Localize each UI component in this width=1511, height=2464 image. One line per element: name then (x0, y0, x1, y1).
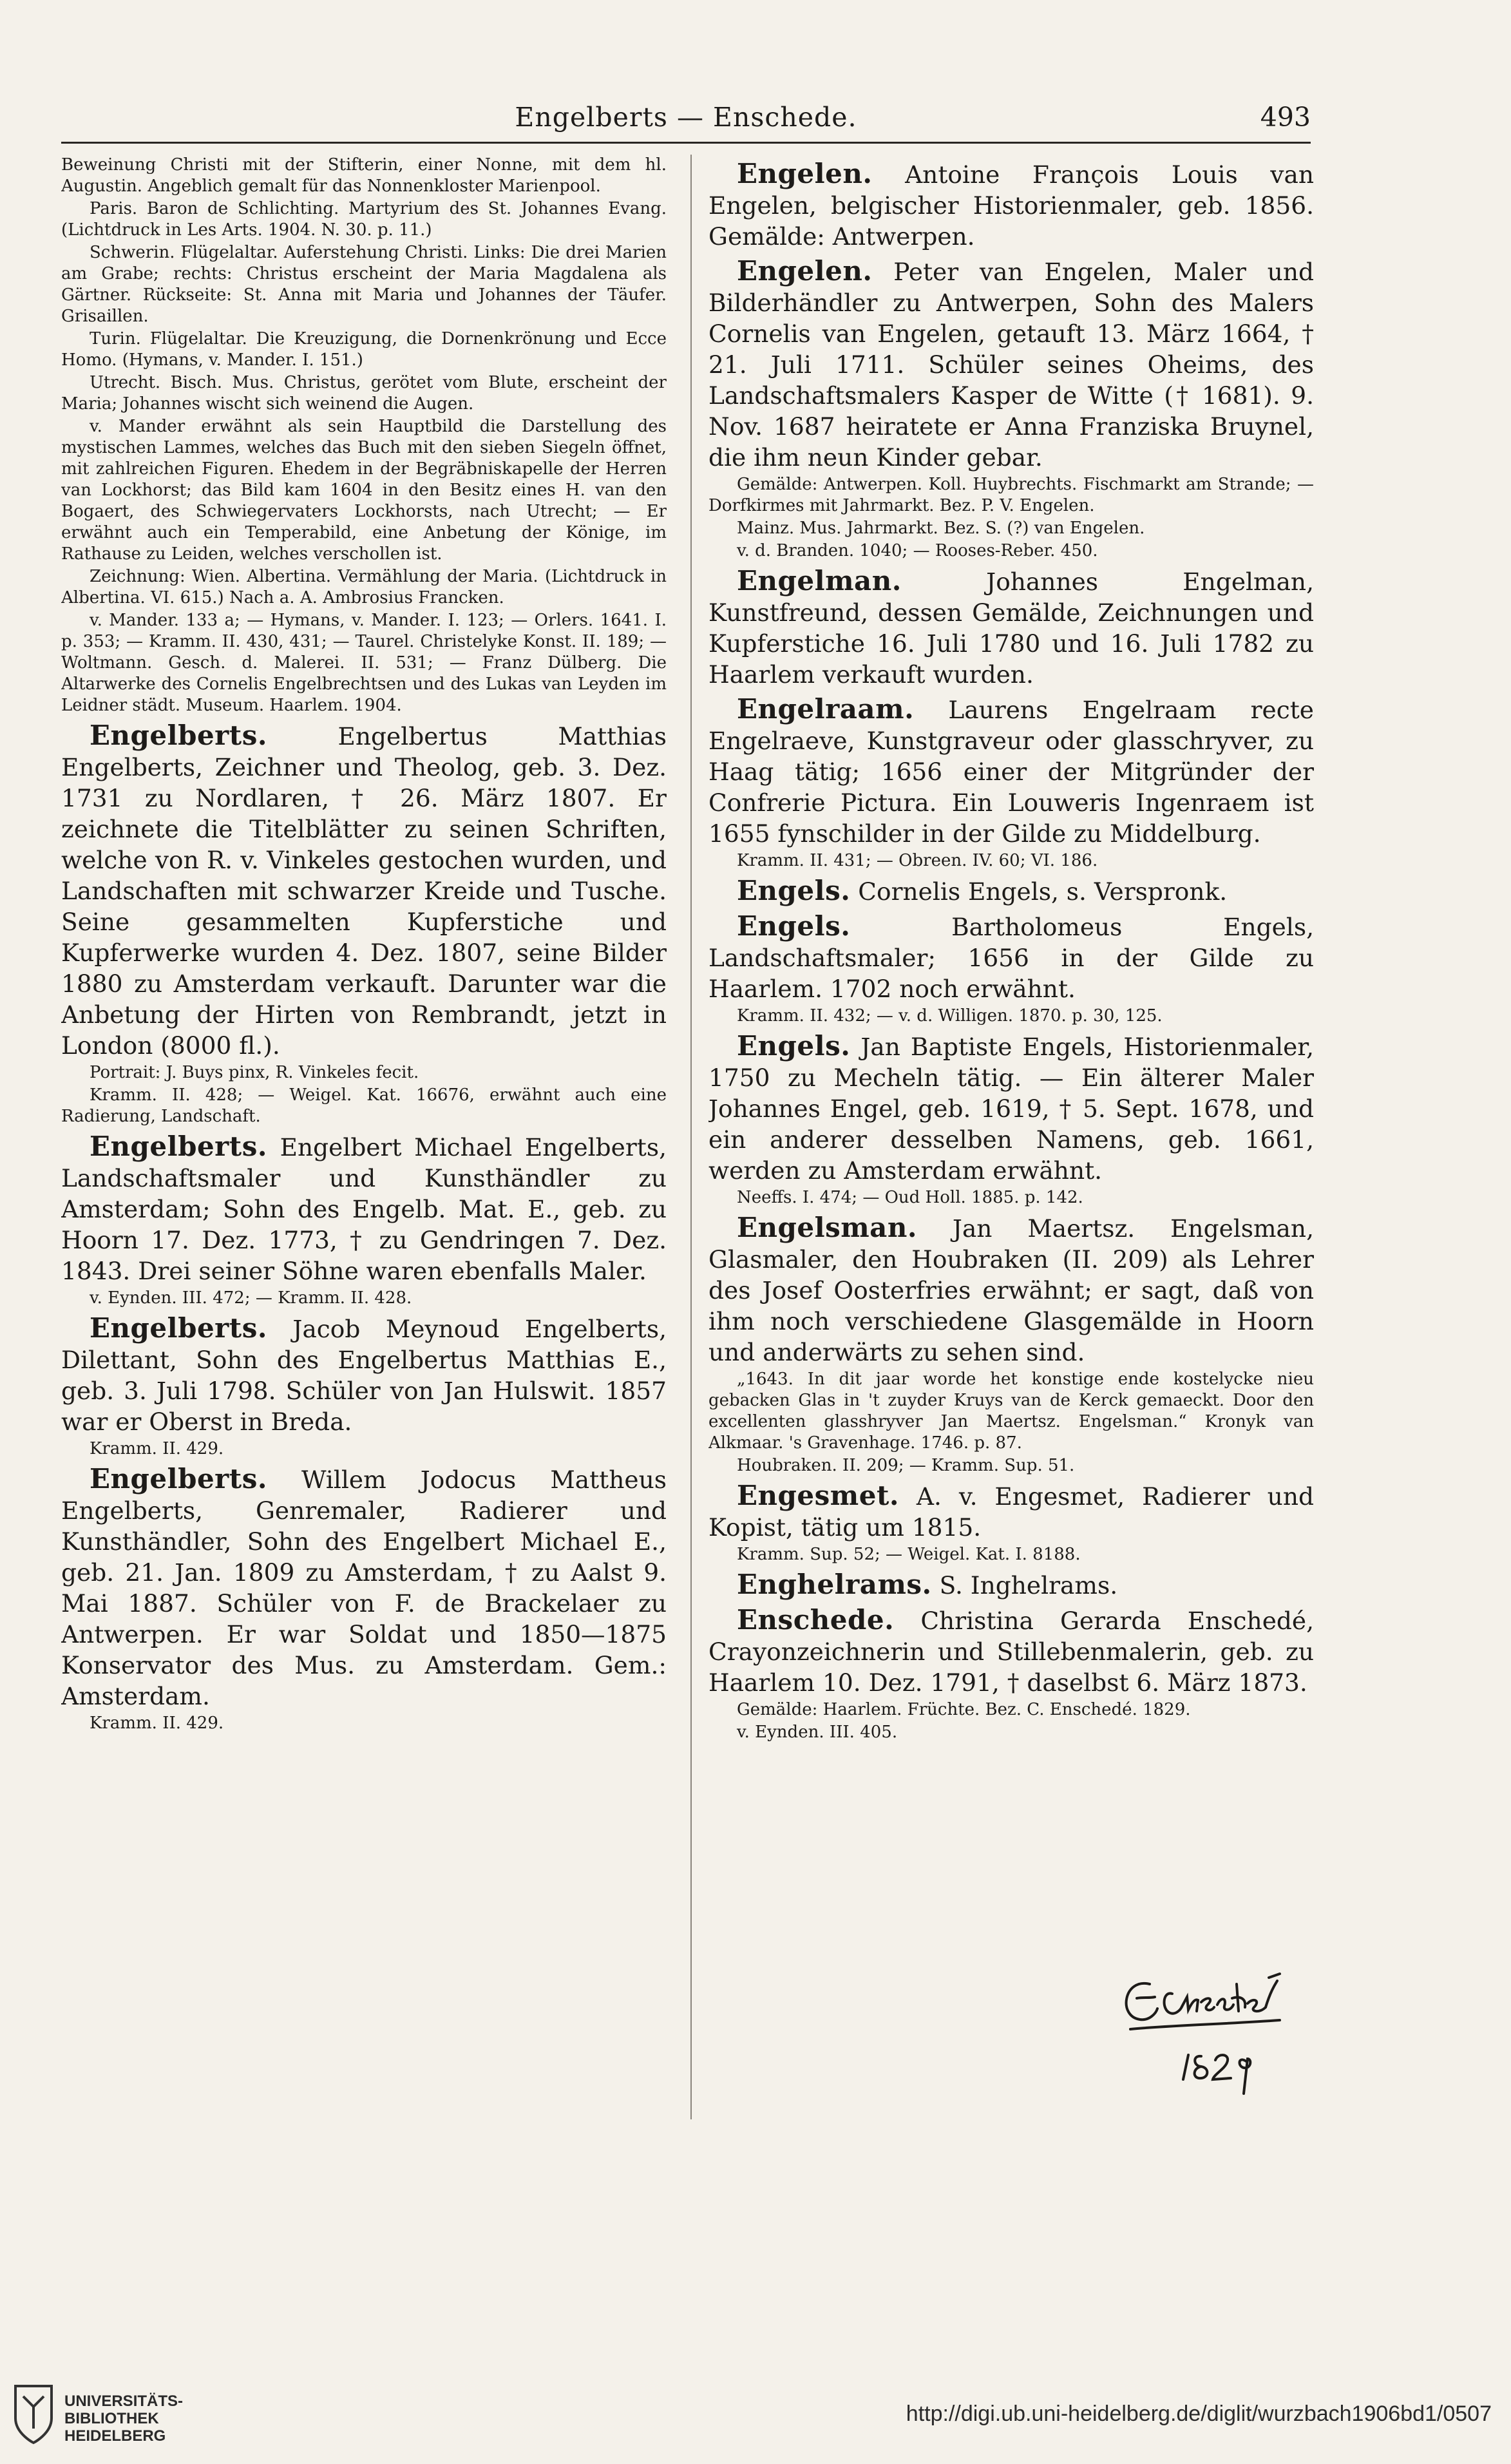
text-entry: Kramm. II. 431; — Obreen. IV. 60; VI. 186. (737, 851, 1098, 870)
text-entry: Portrait: J. Buys pinx, R. Vinkeles fecit. (90, 1063, 419, 1082)
text-entry: Kramm. II. 429. (90, 1714, 224, 1733)
text-entry: Engelraam. Laurens Engelraam recte Engelraeve, Kunstgraveur oder glasschryver, zu Haag tätig; 1656 einer der Mitgründer der Confrerie Pictura. Ein Louweris Ingenraem ist 1655 fynschilder in der Gilde zu Middelburg. (708, 693, 1314, 848)
text-entry: Engelberts. Willem Jodocus Mattheus Engelberts, Genremaler, Radierer und Kunsthändler, Sohn des Engelbert Michael E., geb. 21. Jan. 1809 zu Amsterdam, † zu Aalst 9. Mai 1887. Schüler von F. de Brackelaer zu Antwerpen. Er war Soldat und 1850—1875 Konservator des Mus. zu Amsterdam. Gem.: Amsterdam. (61, 1463, 667, 1710)
text-entry: Zeichnung: Wien. Albertina. Vermählung der Maria. (Lichtdruck in Albertina. VI. 615.) Nach a. A. Ambrosius Francken. (61, 567, 667, 607)
text-entry: Houbraken. II. 209; — Kramm. Sup. 51. (737, 1456, 1075, 1475)
text-entry: Engelberts. Engelbertus Matthias Engelberts, Zeichner und Theolog, geb. 3. Dez. 1731 zu Nordlaren, † 26. März 1807. Er zeichnete die Titelblätter zu seinen Schriften, welche von R. v. Vinkeles gestochen wurden, und Landschaften mit schwarzer Kreide und Tusche. Seine gesammelten Kupferstiche und Kupferwerke wurden 4. Dez. 1807, seine Bilder 1880 zu Amsterdam verkauft. Darunter war die Anbetung der Hirten von Rembrandt, jetzt in London (8000 fl.). (61, 720, 667, 1060)
text-entry: Engels. Bartholomeus Engels, Landschaftsmaler; 1656 in der Gilde zu Haarlem. 1702 noch erwähnt. (708, 910, 1314, 1003)
library-logo (13, 2383, 283, 2448)
text-entry: Neeffs. I. 474; — Oud Holl. 1885. p. 142. (737, 1188, 1083, 1207)
entry-headword: Enschede. (737, 1604, 895, 1636)
entry-headword: Engelsman. (737, 1212, 918, 1243)
text-entry: v. Mander. 133 a; — Hymans, v. Mander. I. 123; — Orlers. 1641. I. p. 353; — Kramm. II. 430, 431; — Taurel. Christelyke Konst. II. 189; — Woltmann. Gesch. d. Malerei. II. 531; — Franz Dülberg. Die Altarwerke des Cornelis Engelbrechtsen und des Lukas van Leyden im Leidner städt. Museum. Haarlem. 1904. (61, 611, 667, 715)
text-entry: v. d. Branden. 1040; — Rooses-Reber. 450. (737, 541, 1098, 560)
text-entry: v. Eynden. III. 405. (737, 1723, 898, 1742)
text-entry: Utrecht. Bisch. Mus. Christus, gerötet vom Blute, erscheint der Maria; Johannes wischt sich weinend die Augen. (61, 373, 667, 414)
entry-headword: Engelberts. (90, 720, 267, 751)
entry-headword: Engelen. (737, 158, 873, 189)
text-entry: Gemälde: Haarlem. Früchte. Bez. C. Enschedé. 1829. (737, 1700, 1191, 1719)
text-entry: Kramm. II. 432; — v. d. Willigen. 1870. p. 30, 125. (737, 1006, 1163, 1026)
text-entry: Turin. Flügelaltar. Die Kreuzigung, die Dornenkrönung und Ecce Homo. (Hymans, v. Mander. I. 151.) (61, 329, 667, 370)
text-entry: Beweinung Christi mit der Stifterin, einer Nonne, mit dem hl. Augustin. Angeblich gemalt für das Nonnenkloster Marienpool. (61, 155, 667, 196)
left-column (61, 155, 667, 2119)
text-entry: „1643. In dit jaar worde het konstige ende kostelycke nieu gebacken Glas in 't zuyder Kruys van de Kerck gemaeckt. Door den excellenten glasshryver Jan Maertsz. Engelsman.“ Kronyk van Alkmaar. 's Gravenhage. 1746. p. 87. (708, 1370, 1314, 1453)
text-entry: Enghelrams. S. Inghelrams. (737, 1569, 1118, 1600)
entry-headword: Engels. (737, 910, 851, 942)
page-number: 493 (1260, 102, 1311, 133)
text-entry: Paris. Baron de Schlichting. Martyrium des St. Johannes Evang. (Lichtdruck in Les Arts. 1904. N. 30. p. 11.) (61, 199, 667, 240)
entry-headword: Engelberts. (90, 1131, 267, 1162)
text-entry: Engelman. Johannes Engelman, Kunstfreund, dessen Gemälde, Zeichnungen und Kupferstiche 16. Juli 1780 und 16. Juli 1782 zu Haarlem verkauft wurden. (708, 565, 1314, 689)
university-shield-icon (13, 2383, 54, 2445)
text-entry: Engelen. Peter van Engelen, Maler und Bilderhändler zu Antwerpen, Sohn des Malers Cornelis van Engelen, getauft 13. März 1664, † 21. Juli 1711. Schüler seines Oheims, des Landschaftsmalers Kasper de Witte († 1681). 9. Nov. 1687 heiratete er Anna Franziska Bruynel, die ihm neun Kinder gebar. (708, 255, 1314, 472)
entry-headword: Engels. (737, 875, 851, 906)
text-entry: Engels. Jan Baptiste Engels, Historienmaler, 1750 zu Mecheln tätig. — Ein älterer Maler Johannes Engel, geb. 1619, † 5. Sept. 1678, und ein anderer desselben Namens, geb. 1661, werden zu Amsterdam erwähnt. (708, 1030, 1314, 1185)
text-entry: Engelen. Antoine François Louis van Engelen, belgischer Historienmaler, geb. 1856. Gemälde: Antwerpen. (708, 158, 1314, 251)
text-entry: Engels. Cornelis Engels, s. Verspronk. (737, 875, 1228, 906)
entry-headword: Engelberts. (90, 1312, 267, 1344)
entry-headword: Engels. (737, 1030, 851, 1062)
text-entry: Kramm. Sup. 52; — Weigel. Kat. I. 8188. (737, 1545, 1081, 1564)
text-entry: Engelberts. Engelbert Michael Engelberts, Landschaftsmaler und Kunsthändler zu Amsterdam; Sohn des Engelb. Mat. E., geb. zu Hoorn 17. Dez. 1773, † zu Gendringen 7. Dez. 1843. Drei seiner Söhne waren ebenfalls Maler. (61, 1131, 667, 1285)
source-url[interactable]: http://digi.ub.uni-heidelberg.de/diglit/wurzbach1906bd1/0507 (906, 2402, 1492, 2426)
entry-headword: Enghelrams. (737, 1569, 932, 1600)
entry-headword: Engelraam. (737, 693, 915, 725)
text-entry: Engelsman. Jan Maertsz. Engelsman, Glasmaler, den Houbraken (II. 209) als Lehrer des Josef Oosterfries erwähnt; er sagt, daß von ihm noch verschiedene Glasgemälde in Hoorn und anderwärts zu sehen sind. (708, 1212, 1314, 1366)
text-entry: Engesmet. A. v. Engesmet, Radierer und Kopist, tätig um 1815. (708, 1480, 1314, 1542)
entry-headword: Engesmet. (737, 1480, 899, 1511)
text-entry: v. Mander erwähnt als sein Hauptbild die Darstellung des mystischen Lammes, welches das Buch mit den sieben Siegeln öffnet, mit zahlreichen Figuren. Ehedem in der Begräbniskapelle der Herren van Lockhorst; das Bild kam 1604 in den Besitz eines H. van den Bogaert, des Schwiegervaters Lockhorsts, nach Utrecht; — Er erwähnt auch ein Temperabild, eine Anbetung der Könige, im Rathause zu Leiden, welches verschollen ist. (61, 417, 667, 564)
entry-headword: Engelman. (737, 565, 902, 597)
page-header (61, 97, 1311, 144)
library-name: UNIVERSITÄTS- BIBLIOTHEK HEIDELBERG (64, 2392, 184, 2445)
text-entry: Engelberts. Jacob Meynoud Engelberts, Dilettant, Sohn des Engelbertus Matthias E., geb. 3. Juli 1798. Schüler von Jan Hulswit. 1857 war er Oberst in Breda. (61, 1312, 667, 1436)
text-entry: Mainz. Mus. Jahrmarkt. Bez. S. (?) van Engelen. (737, 519, 1145, 538)
entry-headword: Engelen. (737, 255, 873, 287)
column-divider (690, 155, 692, 2119)
text-entry: Kramm. II. 428; — Weigel. Kat. 16676, erwähnt auch eine Radierung, Landschaft. (61, 1085, 667, 1126)
right-column (708, 155, 1314, 2119)
text-entry: Gemälde: Antwerpen. Koll. Huybrechts. Fischmarkt am Strande; — Dorfkirmes mit Jahrmarkt. Bez. P. V. Engelen. (708, 475, 1314, 515)
text-entry: Enschede. Christina Gerarda Enschedé, Crayonzeichnerin und Stillebenmalerin, geb. zu Haarlem 10. Dez. 1791, † daselbst 6. März 1873. (708, 1604, 1314, 1697)
text-entry: Kramm. II. 429. (90, 1439, 224, 1458)
text-entry: Schwerin. Flügelaltar. Auferstehung Christi. Links: Die drei Marien am Grabe; rechts: Christus erscheint der Maria Magdalena als Gärtner. Rückseite: St. Anna mit Maria und Johannes der Täufer. Grisaillen. (61, 243, 667, 326)
entry-headword: Engelberts. (90, 1463, 267, 1495)
text-entry: v. Eynden. III. 472; — Kramm. II. 428. (90, 1288, 412, 1308)
running-title: Engelberts — Enschede. (515, 102, 857, 133)
signature-image (1111, 1958, 1298, 2113)
